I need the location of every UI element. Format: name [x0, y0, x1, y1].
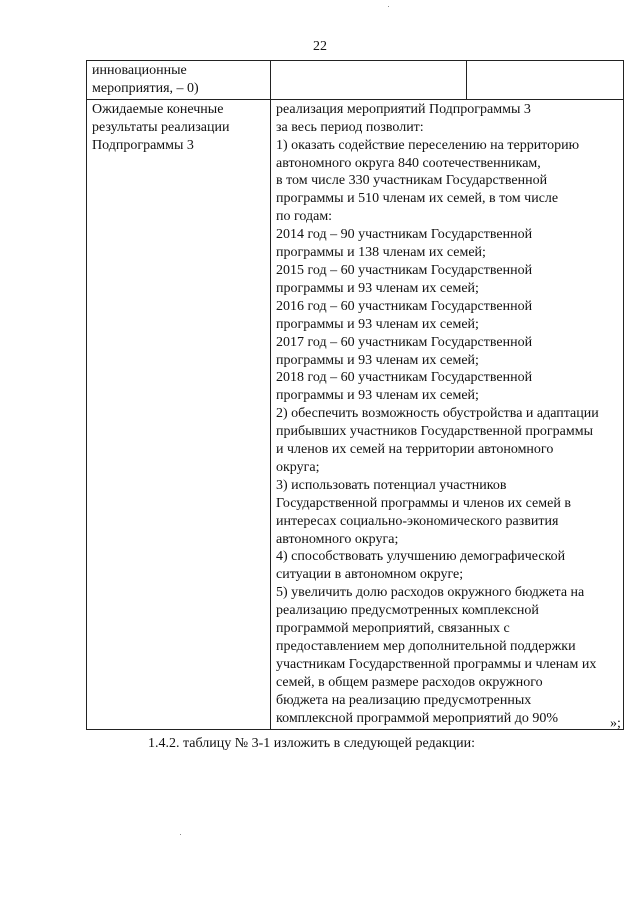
closing-quote: »; [610, 716, 621, 731]
content-line: 2016 год – 60 участникам Государственной [276, 298, 533, 314]
content-line: программой мероприятий, связанных с [276, 621, 510, 637]
label-line: результаты реализации [92, 119, 230, 135]
cell-line: мероприятия, – 0) [92, 80, 199, 96]
table-cell-empty [271, 61, 467, 100]
table-row [87, 61, 624, 100]
content-line: 2018 год – 60 участникам Государственной [276, 370, 533, 386]
program-table [86, 60, 624, 730]
content-line: бюджета на реализацию предусмотренных [276, 692, 532, 708]
scan-speck [180, 834, 181, 835]
content-line: Государственной программы и членов их семей в [276, 495, 571, 511]
content-line: комплексной программой мероприятий до 90% [276, 710, 559, 726]
content-line: программы и 93 членам их семей; [276, 280, 479, 296]
table-cell-continued-label [87, 61, 271, 100]
content-line: программы и 93 членам их семей; [276, 352, 479, 368]
content-line: в том числе 330 участникам Государственной [276, 173, 548, 189]
expected-results-content-cell [271, 99, 624, 729]
scan-speck [388, 6, 389, 7]
content-line: 2014 год – 90 участникам Государственной [276, 227, 533, 243]
label-line: Ожидаемые конечные [92, 101, 224, 117]
content-line: реализация мероприятий Подпрограммы 3 [276, 101, 531, 117]
content-line: автономного округа; [276, 531, 399, 547]
content-line: 1) оказать содействие переселению на территорию [276, 137, 580, 153]
content-line: округа; [276, 459, 320, 475]
amendment-paragraph: 1.4.2. таблицу № 3-1 изложить в следующей редакции: [148, 736, 476, 751]
content-line: 2015 год – 60 участникам Государственной [276, 262, 533, 278]
content-line: семей, в общем размере расходов окружного [276, 674, 543, 690]
content-line: 4) способствовать улучшению демографической [276, 549, 566, 565]
content-line: прибывших участников Государственной программы [276, 424, 593, 440]
content-line: автономного округа 840 соотечественникам, [276, 155, 541, 171]
content-line: за весь период позволит: [276, 119, 424, 135]
content-line: 2017 год – 60 участникам Государственной [276, 334, 533, 350]
content-line: ситуации в автономном округе; [276, 567, 464, 583]
expected-results-label-cell [87, 99, 271, 729]
content-line: программы и 93 членам их семей; [276, 388, 479, 404]
content-line: программы и 138 членам их семей; [276, 245, 486, 261]
content-line: программы и 93 членам их семей; [276, 316, 479, 332]
content-line: участникам Государственной программы и членам их [276, 656, 597, 672]
content-line: 5) увеличить долю расходов окружного бюджета на [276, 585, 585, 601]
content-line: 3) использовать потенциал участников [276, 477, 507, 493]
content-line: программы и 510 членам их семей, в том числе [276, 191, 559, 207]
content-line: и членов их семей на территории автономного [276, 442, 554, 458]
table-row [87, 99, 624, 729]
label-line: Подпрограммы 3 [92, 137, 194, 153]
content-line: реализацию предусмотренных комплексной [276, 603, 539, 619]
content-line: предоставлением мер дополнительной поддержки [276, 639, 576, 654]
content-line: интересах социально-экономического развития [276, 513, 559, 529]
content-line: по годам: [276, 209, 333, 225]
table-cell-empty [467, 61, 624, 100]
content-line: 2) обеспечить возможность обустройства и адаптации [276, 406, 599, 422]
page-number: 22 [313, 39, 327, 54]
cell-line: инновационные [92, 63, 187, 78]
